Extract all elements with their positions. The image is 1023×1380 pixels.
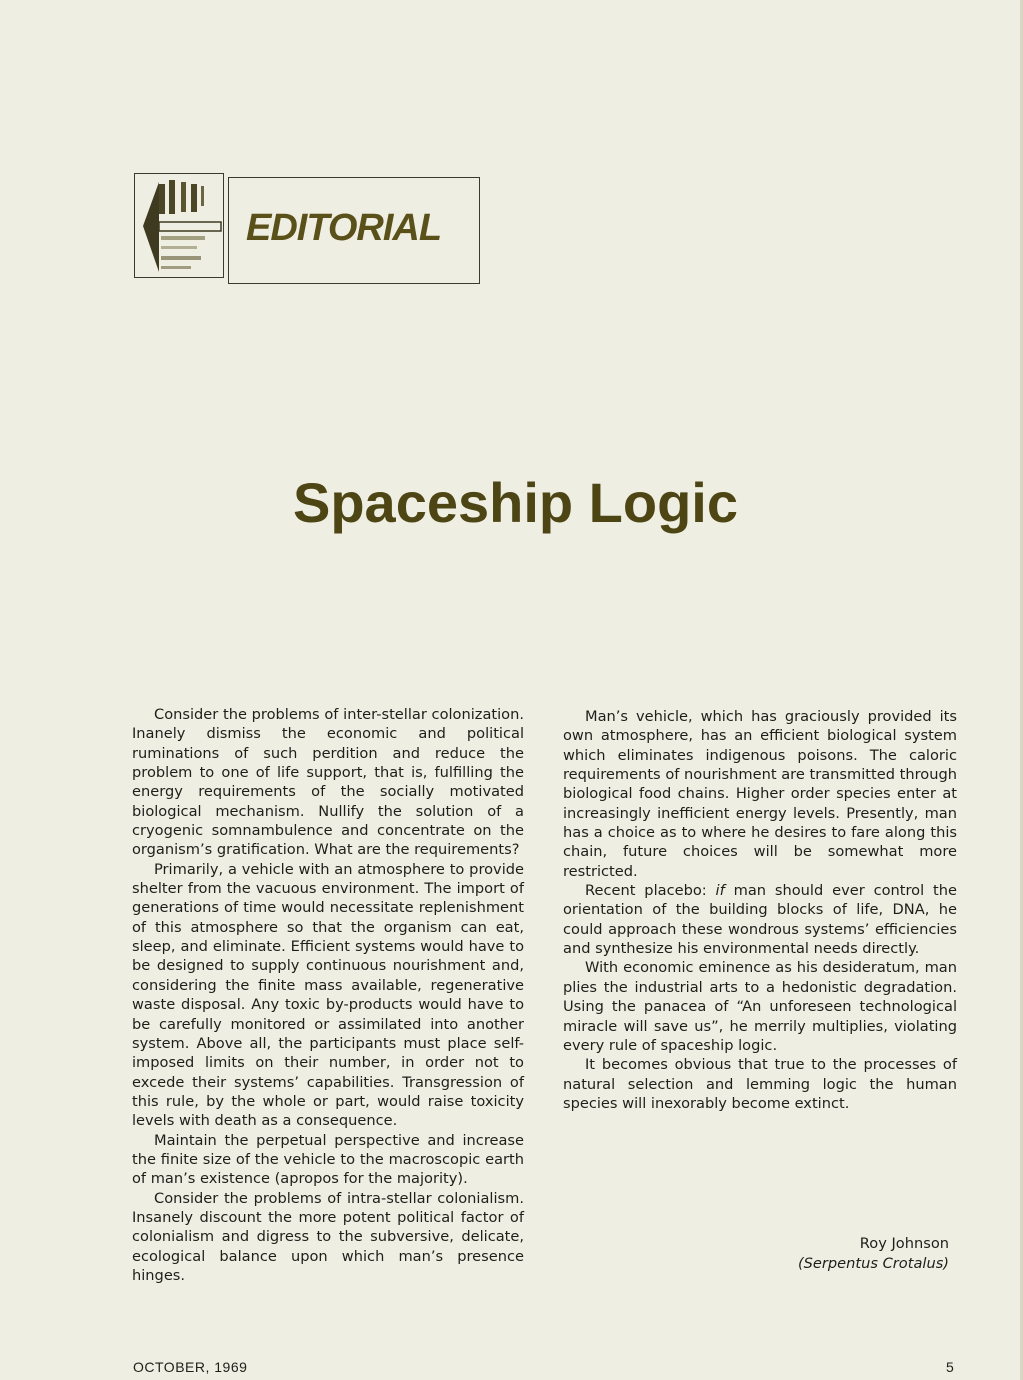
paragraph: With economic eminence as his desideratum, man plies the industrial arts to a hedonistic degradation. Using the panacea of “An unforeseen technological miracle will save us”, he merrily multiplies, violating every rule of spaceship logic. — [563, 959, 957, 1054]
paragraph-lead: Recent placebo: — [585, 882, 716, 900]
issue-date: OCTOBER, 1969 — [133, 1359, 248, 1375]
paragraph: Consider the problems of inter-stellar colonization. Inanely dismiss the economic and political ruminations of such perdition and reduce the problem to one of life support, that is, fulfilling the energy requirements of the socially motivated biological mechanism. Nullify the solution of a cryogenic somnambulence and concentrate on the organism’s gratification. What are the requirements? — [132, 706, 524, 859]
paragraph: Primarily, a vehicle with an atmosphere to provide shelter from the vacuous environment. The import of generations of time would necessitate replenishment of this atmosphere so that the organism can eat, sleep, and eliminate. Efficient systems would have to be designed to supply continuous nourishment and, considering the finite mass available, regenerative waste disposal. Any toxic by-products would have to be carefully monitored or assimilated into another system. Above all, the participants must place self-imposed limits on their number, in order not to excede their systems’ capabilities. Transgression of this rule, by the whole or part, would raise toxicity levels with death as a consequence. — [132, 860, 524, 1130]
page-number: 5 — [946, 1359, 954, 1375]
section-label: EDITORIAL — [246, 207, 442, 249]
paragraph — [563, 881, 957, 958]
we-monogram-icon — [135, 174, 224, 278]
paragraph-rest: man should ever control the orientation of the building blocks of life, DNA, he could approach these wondrous systems’ efficiencies and synthesize his environmental needs directly. — [563, 882, 957, 958]
emphasis: if — [715, 882, 725, 900]
signature — [798, 1234, 949, 1273]
paragraph: Man’s vehicle, which has graciously provided its own atmosphere, has an efficient biological system which eliminates indigenous poisons. The caloric requirements of nourishment are transmitted through biological food chains. Higher order species enter at increasingly inefficient energy levels. Presently, man has a choice as to where he desires to fare along this chain, future choices will be somewhat more restricted. — [563, 708, 957, 880]
author-alias: (Serpentus Crotalus) — [797, 1254, 949, 1272]
paragraph: Maintain the perpetual perspective and increase the finite size of the vehicle to the macroscopic earth of man’s existence (apropos for the majority). — [132, 1131, 524, 1188]
paragraph: Consider the problems of intra-stellar colonialism. Insanely discount the more potent political factor of colonialism and digress to the subversive, delicate, ecological balance upon which man’s presence hinges. — [132, 1189, 524, 1284]
paragraph: It becomes obvious that true to the processes of natural selection and lemming logic the human species will inexorably become extinct. — [563, 1056, 957, 1112]
article-title: Spaceship Logic — [293, 471, 738, 534]
author-name: Roy Johnson — [859, 1235, 949, 1252]
left-column — [132, 705, 524, 1285]
right-column — [563, 707, 957, 1113]
editorial-logo — [134, 173, 224, 278]
